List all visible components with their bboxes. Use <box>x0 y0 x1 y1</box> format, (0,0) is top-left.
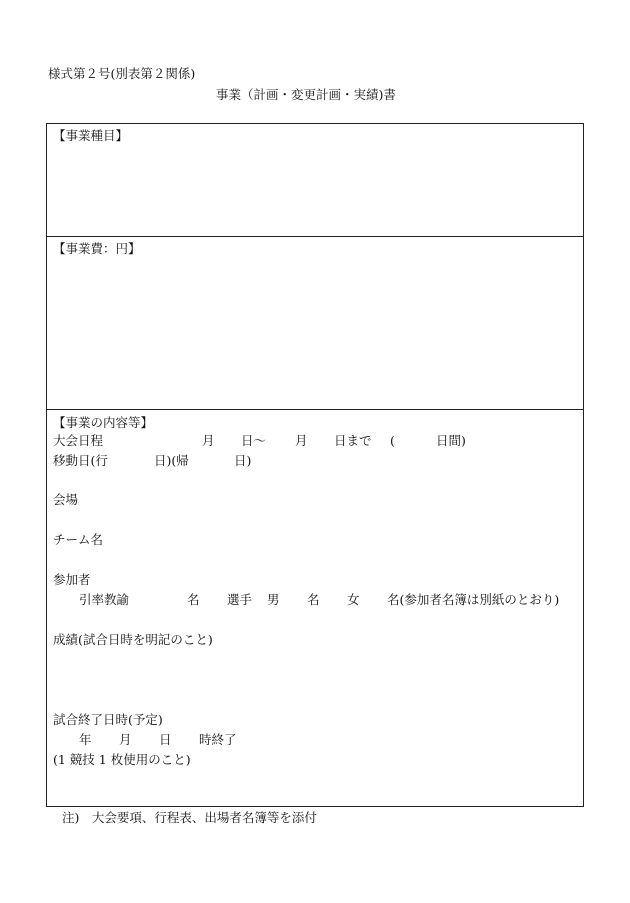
schedule-month-2: 月 <box>295 433 308 448</box>
form-table <box>46 123 584 807</box>
team-label: チーム名 <box>53 532 104 547</box>
section-cost <box>47 237 583 410</box>
schedule-day-2: 日まで <box>334 433 372 448</box>
usage-note: (1 競技 1 枚使用のこと) <box>53 752 191 767</box>
end-year: 年 <box>79 732 92 747</box>
travel-return-day: 日) <box>234 453 252 468</box>
male-label: 男 <box>267 592 280 607</box>
end-day: 日 <box>159 732 172 747</box>
end-time: 時終了 <box>199 732 237 747</box>
participants-label: 参加者 <box>53 572 91 587</box>
section-event-type <box>47 124 583 237</box>
travel-return: 日)(帰 <box>154 453 189 468</box>
section-content <box>47 410 583 806</box>
footer-note: 注) 大会要項、行程表、出場者名簿等を添付 <box>62 810 317 825</box>
schedule-paren: ( <box>390 433 395 448</box>
schedule-days: 日間) <box>436 433 466 448</box>
result-label: 成績(試合日時を明記のこと) <box>53 632 213 647</box>
male-count-unit: 名 <box>307 592 320 607</box>
document-title: 事業（計画・変更計画・実績)書 <box>216 87 396 102</box>
athletes-label: 選手 <box>227 592 253 607</box>
content-label: 【事業の内容等】 <box>53 415 154 430</box>
event-type-label: 【事業種目】 <box>53 128 129 143</box>
end-time-label: 試合終了日時(予定) <box>53 712 163 727</box>
female-label: 女 <box>347 592 360 607</box>
end-month: 月 <box>119 732 132 747</box>
cost-label: 【事業費：円】 <box>53 241 141 256</box>
form-number: 様式第２号(別表第２関係) <box>48 66 196 81</box>
schedule-day-1: 日～ <box>241 433 267 448</box>
participants-note: 名(参加者名簿は別紙のとおり) <box>387 592 560 607</box>
travel-go: 移動日(行 <box>53 453 108 468</box>
venue-label: 会場 <box>53 492 79 507</box>
schedule-label: 大会日程 <box>53 433 104 448</box>
teacher-count-unit: 名 <box>187 592 200 607</box>
teacher-label: 引率教諭 <box>79 592 130 607</box>
schedule-month-1: 月 <box>202 433 215 448</box>
